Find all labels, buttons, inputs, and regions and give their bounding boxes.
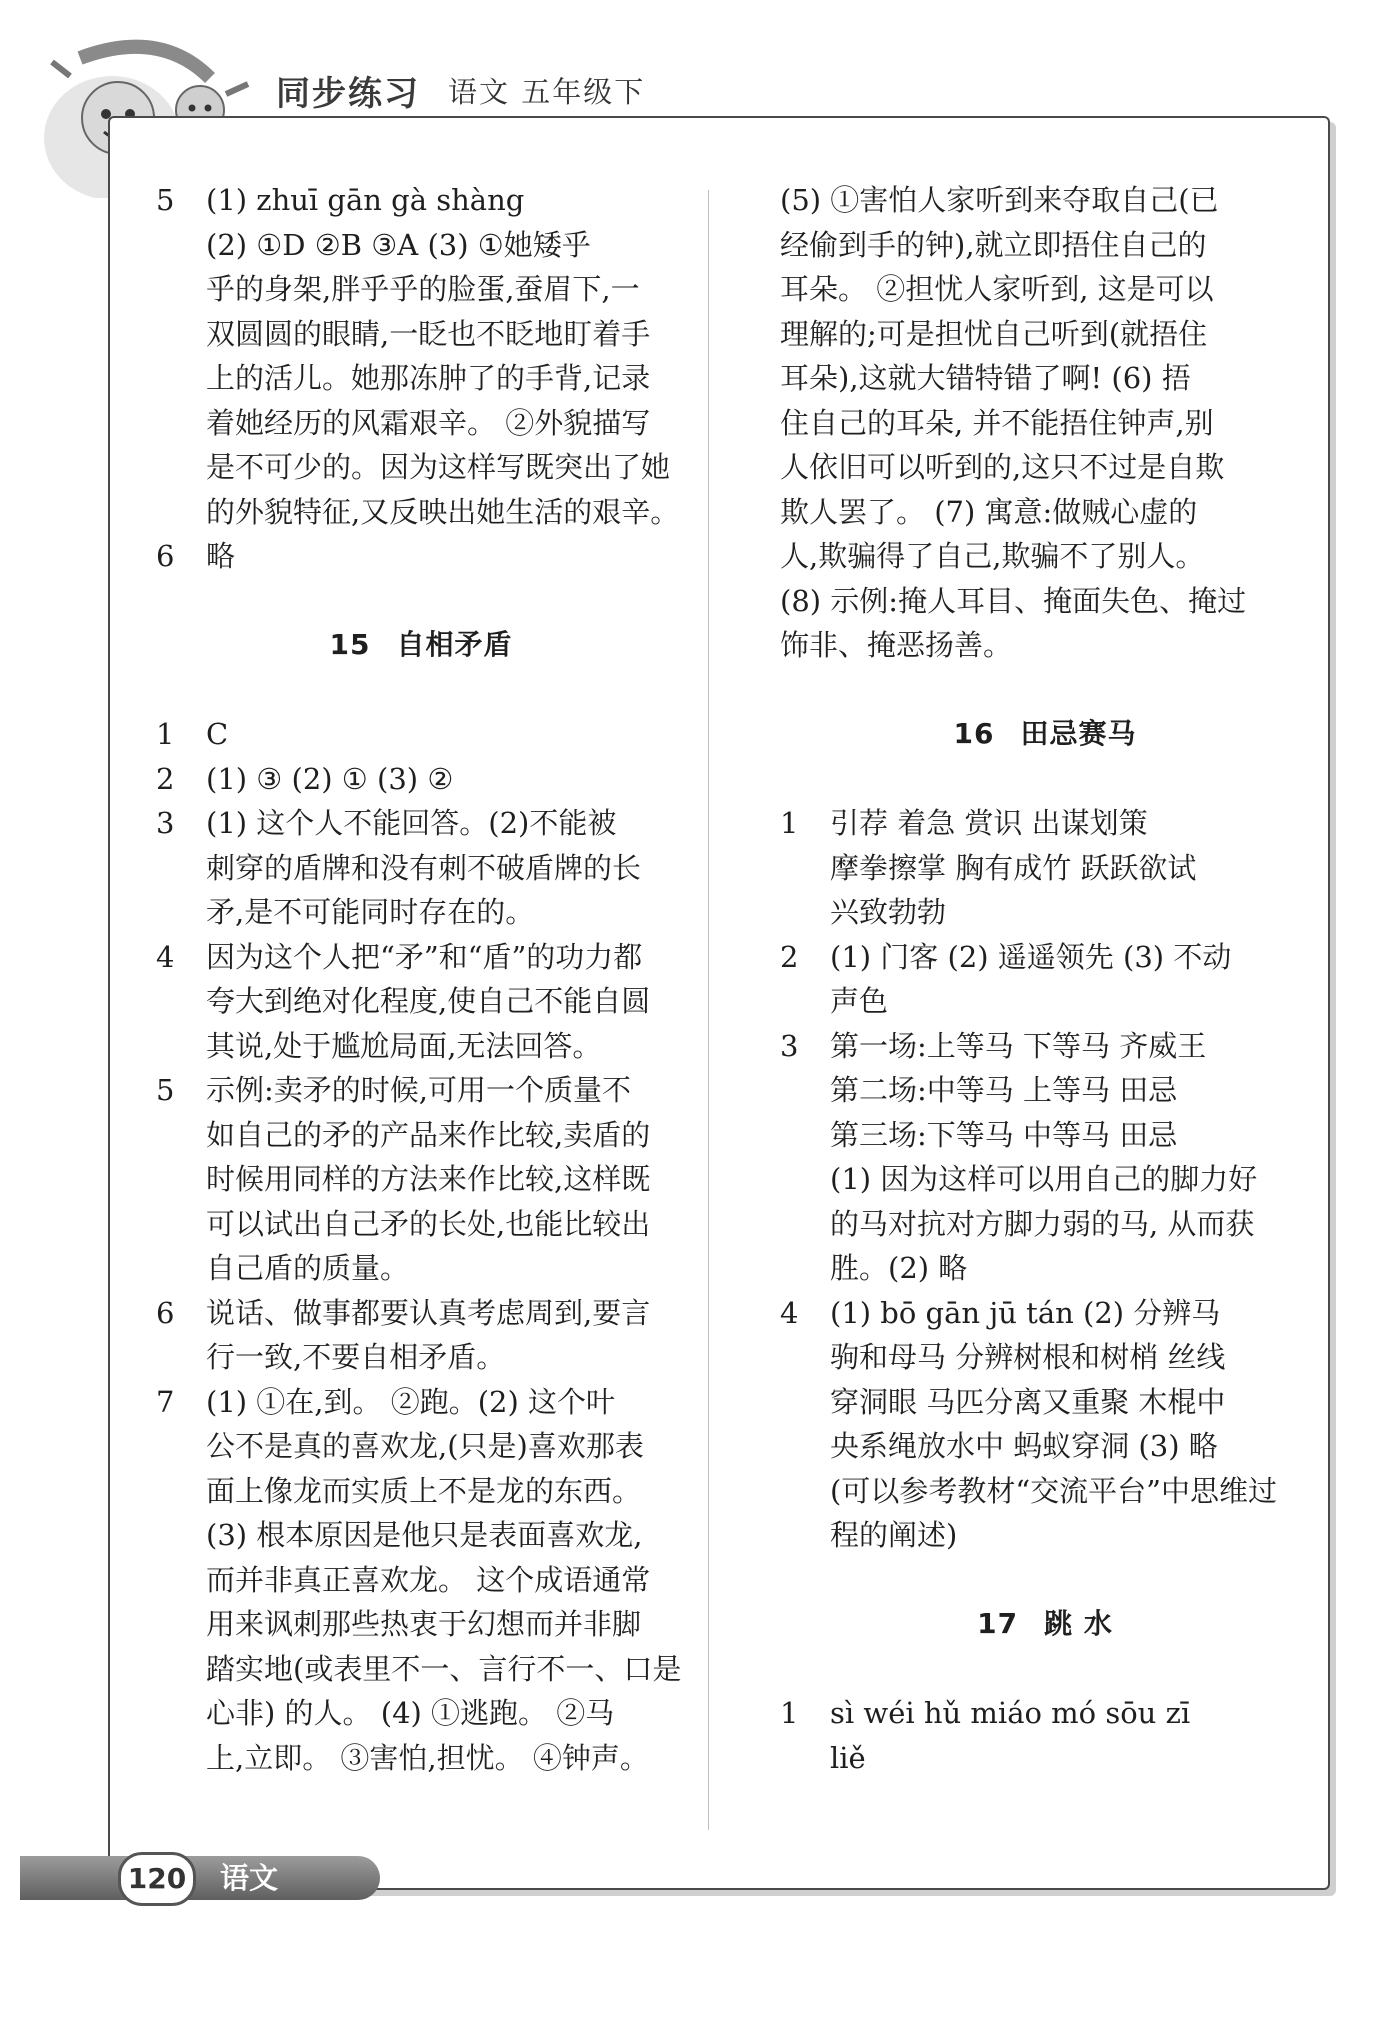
answer-line: 耳朵),这就大错特错了啊! (6) 捂 <box>780 361 1191 395</box>
answer-item <box>156 935 686 1069</box>
answer-line: 耳朵。 ②担忧人家听到, 这是可以 <box>780 272 1214 306</box>
answer-line: 人,欺骗得了自己,欺骗不了别人。 <box>780 539 1205 573</box>
answer-line: 央系绳放水中 蚂蚁穿洞 (3) 略 <box>830 1429 1218 1463</box>
answer-line: 双圆圆的眼睛,一眨也不眨地盯着手 <box>206 316 651 351</box>
item-number: 1 <box>780 806 799 840</box>
answer-line: 说话、做事都要认真考虑周到,要言 <box>206 1295 651 1330</box>
item-number: 6 <box>156 1295 175 1330</box>
answer-line: 夸大到绝对化程度,使自己不能自圆 <box>206 984 651 1018</box>
section-number: 16 <box>953 716 995 750</box>
answer-line: 时候用同样的方法来作比较,这样既 <box>206 1162 651 1196</box>
item-number: 2 <box>156 761 175 796</box>
answer-line: (可以参考教材“交流平台”中思维过 <box>830 1473 1277 1508</box>
answer-line: 自己盾的质量。 <box>206 1251 410 1285</box>
answer-line: 踏实地(或表里不一、言行不一、口是 <box>206 1651 682 1686</box>
section-title: 田忌赛马 <box>1020 716 1137 750</box>
item-number: 5 <box>156 1073 175 1107</box>
answer-line: 上,立即。 ③害怕,担忧。 ④钟声。 <box>206 1740 649 1775</box>
answer-line: 理解的;可是担忧自己听到(就捂住 <box>780 316 1208 351</box>
item-number: 1 <box>156 717 175 751</box>
answer-line: 第一场:上等马 下等马 齐威王 <box>830 1028 1207 1063</box>
answer-item <box>780 1024 1310 1291</box>
answer-line: 欺人罢了。 (7) 寓意:做贼心虚的 <box>780 494 1198 529</box>
answer-line: 人依旧可以听到的,这只不过是自欺 <box>780 450 1225 484</box>
column-divider <box>708 190 709 1830</box>
answer-line: (8) 示例:掩人耳目、掩面失色、掩过 <box>780 583 1247 618</box>
answer-line: 摩拳擦掌 胸有成竹 跃跃欲试 <box>830 850 1197 885</box>
answer-line: (1) zhuī gān gà shàng <box>206 183 525 217</box>
answer-line: sì wéi hǔ miáo mó sōu zī <box>830 1696 1191 1730</box>
answer-item <box>780 1691 1310 1780</box>
answer-line: 公不是真的喜欢龙,(只是)喜欢那表 <box>206 1429 644 1463</box>
item-number: 2 <box>780 939 799 974</box>
answer-line: 上的活儿。她那冻肿了的手背,记录 <box>206 361 651 395</box>
answer-line: 刺穿的盾牌和没有刺不破盾牌的长 <box>206 850 642 885</box>
answer-item <box>156 801 686 935</box>
item-number: 6 <box>156 539 175 573</box>
answer-line: 程的阐述) <box>830 1518 958 1552</box>
book-title: 同步练习 <box>276 74 420 114</box>
answer-line: 引荐 着急 赏识 出谋划策 <box>830 806 1148 840</box>
item-number: 1 <box>780 1696 799 1730</box>
answer-line: 经偷到手的钟),就立即捂住自己的 <box>780 227 1207 262</box>
answer-line: C <box>206 717 229 751</box>
answer-line: 第三场:下等马 中等马 田忌 <box>830 1117 1178 1152</box>
answer-line: (3) 根本原因是他只是表面喜欢龙, <box>206 1518 643 1552</box>
answer-line: 的马对抗对方脚力弱的马, 从而获 <box>830 1206 1255 1241</box>
section-title: 自相矛盾 <box>396 627 513 661</box>
answer-line: 矛,是不可能同时存在的。 <box>206 895 535 929</box>
section-heading-16 <box>780 712 1310 757</box>
answer-line: (2) ①D ②B ③A (3) ①她矮乎 <box>206 227 591 262</box>
answer-item <box>780 801 1310 935</box>
item-number: 4 <box>156 939 175 974</box>
answer-line: 是不可少的。因为这样写既突出了她 <box>206 450 671 484</box>
answer-line: 乎的身架,胖乎乎的脸蛋,蚕眉下,一 <box>206 272 640 306</box>
answer-line: 行一致,不要自相矛盾。 <box>206 1340 506 1374</box>
answer-line: 略 <box>206 539 236 573</box>
answer-line: 可以试出自己矛的长处,也能比较出 <box>206 1206 651 1241</box>
answer-line: (1) ①在,到。 ②跑。(2) 这个叶 <box>206 1384 616 1419</box>
answer-line: 示例:卖矛的时候,可用一个质量不 <box>206 1073 631 1107</box>
footer-subject: 语文 <box>220 1861 279 1895</box>
answer-line: 其说,处于尴尬局面,无法回答。 <box>206 1028 602 1063</box>
answer-item <box>156 1291 686 1380</box>
section-heading-15 <box>156 623 686 668</box>
answer-line: liě <box>830 1740 866 1775</box>
answer-item <box>780 1291 1310 1558</box>
answer-item <box>156 757 686 802</box>
answer-line: 如自己的矛的产品来作比较,卖盾的 <box>206 1117 651 1152</box>
answer-line: 第二场:中等马 上等马 田忌 <box>830 1073 1178 1107</box>
item-number: 5 <box>156 183 175 217</box>
answer-continuation <box>780 178 1310 668</box>
item-number: 3 <box>156 806 175 840</box>
section-heading-17 <box>780 1602 1310 1647</box>
answer-line: 面上像龙而实质上不是龙的东西。 <box>206 1473 642 1508</box>
answer-line: 因为这个人把“矛”和“盾”的功力都 <box>206 939 643 974</box>
answer-line: 胜。(2) 略 <box>830 1251 968 1285</box>
answer-line: (1) 因为这样可以用自己的脚力好 <box>830 1162 1258 1196</box>
book-subtitle: 语文 五年级下 <box>448 75 646 109</box>
answer-line: 驹和母马 分辨树根和树梢 丝线 <box>830 1340 1226 1374</box>
section-number: 17 <box>977 1606 1019 1640</box>
answer-line: 住自己的耳朵, 并不能捂住钟声,别 <box>780 405 1214 440</box>
answer-line: 的外貌特征,又反映出她生活的艰辛。 <box>206 494 680 529</box>
answer-line: (1) ③ (2) ① (3) ② <box>206 761 454 796</box>
answer-line: (1) bō gān jū tán (2) 分辨马 <box>830 1295 1221 1330</box>
answer-item <box>156 1380 686 1781</box>
answer-line: (5) ①害怕人家听到来夺取自己(已 <box>780 183 1219 217</box>
answer-item <box>156 1068 686 1291</box>
answer-line: 用来讽刺那些热衷于幻想而并非脚 <box>206 1607 642 1641</box>
answer-item <box>156 178 686 534</box>
answer-line: 兴致勃勃 <box>830 895 947 929</box>
answer-line: 着她经历的风霜艰辛。 ②外貌描写 <box>206 405 651 440</box>
section-number: 15 <box>329 627 371 661</box>
left-column <box>156 178 686 1780</box>
answer-item <box>156 534 686 579</box>
answer-line: 声色 <box>830 984 889 1018</box>
section-title: 跳 水 <box>1044 1606 1113 1640</box>
answer-line: 饰非、掩恶扬善。 <box>780 628 1013 662</box>
answer-line: (1) 这个人不能回答。(2)不能被 <box>206 806 617 840</box>
item-number: 7 <box>156 1384 175 1419</box>
item-number: 4 <box>780 1295 799 1330</box>
answer-line: (1) 门客 (2) 遥遥领先 (3) 不动 <box>830 939 1232 974</box>
item-number: 3 <box>780 1028 799 1063</box>
answer-item <box>780 935 1310 1024</box>
answer-line: 穿洞眼 马匹分离又重聚 木棍中 <box>830 1384 1226 1419</box>
answer-item <box>156 712 686 757</box>
page-number: 120 <box>118 1852 196 1906</box>
answer-line: 而并非真正喜欢龙。 这个成语通常 <box>206 1562 651 1597</box>
answer-line: 心非) 的人。 (4) ①逃跑。 ②马 <box>206 1696 615 1730</box>
footer-bar <box>20 1856 380 1900</box>
right-column <box>780 178 1310 1780</box>
